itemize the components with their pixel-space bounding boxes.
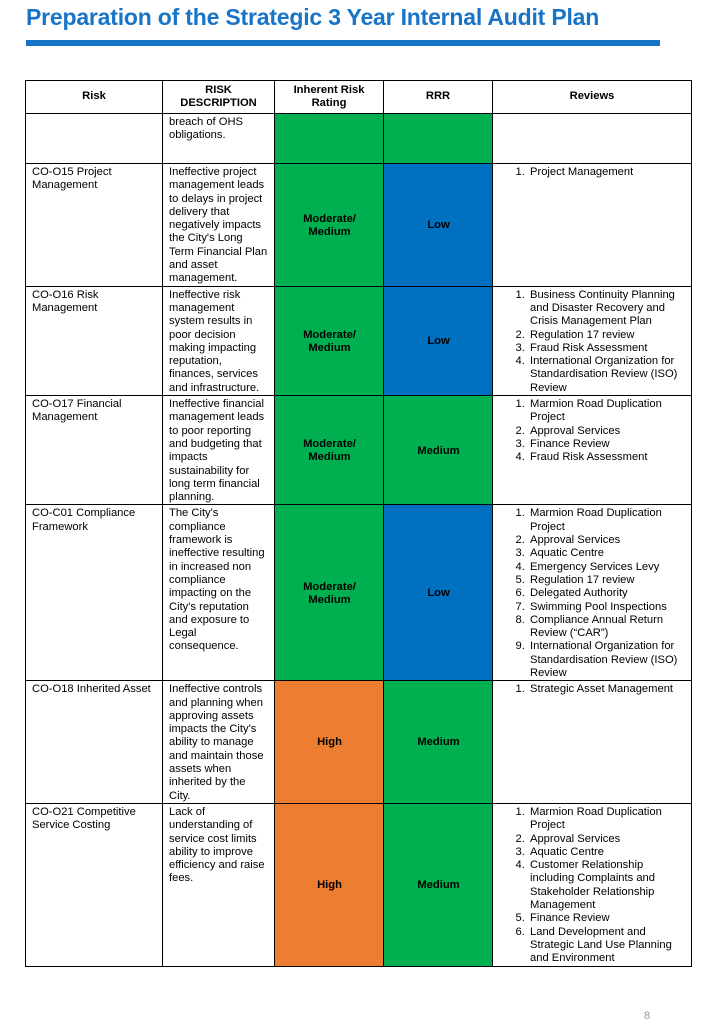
review-item: 8. Compliance Annual Return Review (“CAR”) xyxy=(528,614,686,641)
reviews-cell xyxy=(493,505,692,681)
review-item: 5. Finance Review xyxy=(528,912,686,925)
risk-description-cell: Ineffective financial management leads to poor reporting and budgeting that impacts sustainability for long term financial planning. xyxy=(163,396,275,505)
review-item: 2. Approval Services xyxy=(528,534,686,547)
reviews-cell xyxy=(493,396,692,505)
review-item: 2. Regulation 17 review xyxy=(528,329,686,342)
rrr-cell: Low xyxy=(384,505,493,681)
rrr-cell: Medium xyxy=(384,396,493,505)
reviews-list xyxy=(499,507,686,680)
header-risk: Risk xyxy=(26,81,163,114)
header-inherent-risk-rating: Inherent Risk Rating xyxy=(275,81,384,114)
risk-description-cell: Lack of understanding of service cost limits ability to improve efficiency and raise fees. xyxy=(163,803,275,966)
review-item: 3. Aquatic Centre xyxy=(528,547,686,560)
table-row xyxy=(26,114,692,164)
table-row xyxy=(26,286,692,395)
table-row xyxy=(26,505,692,681)
rrr-cell: Medium xyxy=(384,681,493,804)
risk-description-cell: breach of OHS obligations. xyxy=(163,114,275,164)
reviews-cell xyxy=(493,286,692,395)
risk-cell: CO-O17 Financial Management xyxy=(26,396,163,505)
review-item: 3. Fraud Risk Assessment xyxy=(528,342,686,355)
reviews-list xyxy=(499,289,686,395)
review-item: 1. Strategic Asset Management xyxy=(528,683,686,696)
risk-cell: CO-O18 Inherited Asset xyxy=(26,681,163,804)
review-item: 4. Fraud Risk Assessment xyxy=(528,451,686,464)
header-risk-description: RISK DESCRIPTION xyxy=(163,81,275,114)
risk-description-cell: Ineffective project management leads to delays in project delivery that negatively impacts the City's Long Term Financial Plan and asset management. xyxy=(163,164,275,287)
review-item: 1. Marmion Road Duplication Project xyxy=(528,398,686,425)
review-item: 3. Aquatic Centre xyxy=(528,846,686,859)
review-item: 4. International Organization for Standardisation Review (ISO) Review xyxy=(528,355,686,395)
rrr-cell: Medium xyxy=(384,803,493,966)
rrr-cell: Low xyxy=(384,286,493,395)
header-reviews: Reviews xyxy=(493,81,692,114)
audit-plan-table xyxy=(25,80,692,967)
inherent-risk-rating-cell: High xyxy=(275,803,384,966)
inherent-risk-rating-cell: Moderate/ Medium xyxy=(275,286,384,395)
header-rrr: RRR xyxy=(384,81,493,114)
review-item: 7. Swimming Pool Inspections xyxy=(528,601,686,614)
inherent-risk-rating-cell: Moderate/ Medium xyxy=(275,505,384,681)
inherent-risk-rating-cell: Moderate/ Medium xyxy=(275,164,384,287)
reviews-list xyxy=(499,166,686,179)
review-item: 2. Approval Services xyxy=(528,425,686,438)
table-row xyxy=(26,681,692,804)
rrr-cell xyxy=(384,114,493,164)
review-item: 5. Regulation 17 review xyxy=(528,574,686,587)
risk-cell xyxy=(26,114,163,164)
table-row xyxy=(26,164,692,287)
reviews-cell xyxy=(493,681,692,804)
review-item: 4. Emergency Services Levy xyxy=(528,561,686,574)
review-item: 9. International Organization for Standardisation Review (ISO) Review xyxy=(528,640,686,680)
review-item: 2. Approval Services xyxy=(528,833,686,846)
review-item: 1. Marmion Road Duplication Project xyxy=(528,806,686,833)
risk-cell: CO-O15 Project Management xyxy=(26,164,163,287)
table-row xyxy=(26,396,692,505)
review-item: 1. Marmion Road Duplication Project xyxy=(528,507,686,534)
risk-cell: CO-C01 Compliance Framework xyxy=(26,505,163,681)
review-item: 6. Delegated Authority xyxy=(528,587,686,600)
risk-cell: CO-O16 Risk Management xyxy=(26,286,163,395)
review-item: 1. Project Management xyxy=(528,166,686,179)
reviews-list xyxy=(499,683,686,696)
risk-description-cell: The City's compliance framework is ineffective resulting in increased non compliance impacting on the City's reputation and exposure to Legal consequence. xyxy=(163,505,275,681)
reviews-cell xyxy=(493,114,692,164)
review-item: 3. Finance Review xyxy=(528,438,686,451)
page-number: 8 xyxy=(644,1010,651,1022)
rrr-cell: Low xyxy=(384,164,493,287)
risk-description-cell: Ineffective controls and planning when approving assets impacts the City's ability to manage and maintain those assets when inherited by the City. xyxy=(163,681,275,804)
reviews-list xyxy=(499,806,686,966)
review-item: 4. Customer Relationship including Complaints and Stakeholder Relationship Management xyxy=(528,859,686,912)
review-item: 6. Land Development and Strategic Land Use Planning and Environment xyxy=(528,926,686,966)
review-item: 1. Business Continuity Planning and Disaster Recovery and Crisis Management Plan xyxy=(528,289,686,329)
risk-cell: CO-O21 Competitive Service Costing xyxy=(26,803,163,966)
table-header-row xyxy=(26,81,692,114)
page-title: Preparation of the Strategic 3 Year Internal Audit Plan xyxy=(26,4,600,30)
reviews-cell xyxy=(493,164,692,287)
table-row xyxy=(26,803,692,966)
reviews-list xyxy=(499,398,686,464)
inherent-risk-rating-cell: Moderate/ Medium xyxy=(275,396,384,505)
inherent-risk-rating-cell xyxy=(275,114,384,164)
risk-description-cell: Ineffective risk management system results in poor decision making impacting reputation, finances, services and infrastructure. xyxy=(163,286,275,395)
title-underline xyxy=(26,40,660,46)
reviews-cell xyxy=(493,803,692,966)
inherent-risk-rating-cell: High xyxy=(275,681,384,804)
